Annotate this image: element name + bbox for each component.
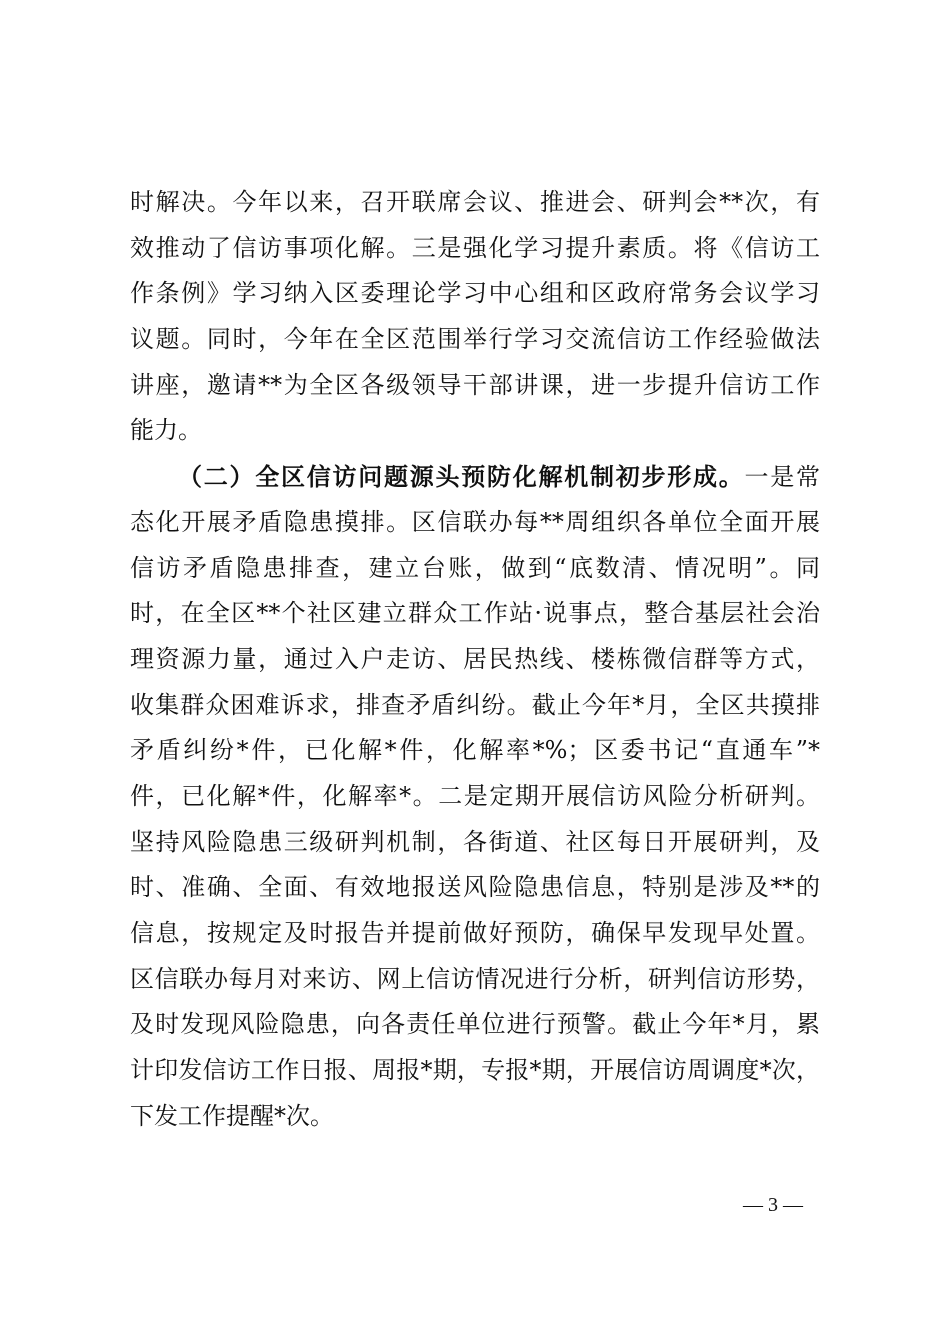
text-line: 效推动了信访事项化解。三是强化学习提升素质。将《信访工	[130, 233, 820, 262]
text-line: 作条例》学习纳入区委理论学习中心组和区政府常务会议学习	[130, 279, 820, 308]
text-line: 时解决。今年以来，召开联席会议、推进会、研判会**次，有	[130, 188, 820, 216]
text-line: 信息，按规定及时报告并提前做好预防，确保早发现早处置。	[130, 919, 820, 947]
text-line	[130, 454, 820, 500]
text-line: 矛盾纠纷*件，已化解*件，化解率*%；区委书记“直通车”*	[130, 736, 820, 765]
text-line: 能力。	[130, 416, 202, 445]
text-line: 区信联办每月对来访、网上信访情况进行分析，研判信访形势，	[130, 964, 820, 993]
text-line: 件，已化解*件，化解率*。二是定期开展信访风险分析研判。	[130, 781, 820, 810]
text-line: 坚持风险隐患三级研判机制，各街道、社区每日开展研判，及	[130, 827, 820, 856]
text-line: 计印发信访工作日报、周报*期，专报*期，开展信访周调度*次，	[130, 1056, 820, 1085]
text-line: 理资源力量，通过入户走访、居民热线、楼栋微信群等方式，	[130, 644, 820, 673]
text-line: 时，在全区**个社区建立群众工作站·说事点，整合基层社会治	[130, 599, 820, 628]
text-line: 态化开展矛盾隐患摸排。区信联办每**周组织各单位全面开展	[130, 507, 820, 536]
text-line: 议题。同时，今年在全区范围举行学习交流信访工作经验做法	[130, 325, 820, 354]
text-line: 信访矛盾隐患排查，建立台账，做到“底数清、情况明”。同	[130, 553, 820, 582]
paragraph-2	[130, 454, 820, 1139]
text-line: 收集群众困难诉求，排查矛盾纠纷。截止今年*月，全区共摸排	[130, 690, 820, 719]
text-line: 时、准确、全面、有效地报送风险隐患信息，特别是涉及**的	[130, 873, 820, 902]
section-heading: （二）全区信访问题源头预防化解机制初步形成。	[178, 462, 745, 492]
text-line: 下发工作提醒*次。	[130, 1101, 334, 1130]
page-number: — 3 —	[743, 1194, 803, 1216]
paragraph-1	[130, 180, 820, 454]
document-body	[130, 180, 820, 1139]
text-line: 讲座，邀请**为全区各级领导干部讲课，进一步提升信访工作	[130, 370, 820, 399]
text-line: 及时发现风险隐患，向各责任单位进行预警。截止今年*月，累	[130, 1010, 820, 1039]
heading-line-rest: 一是常	[744, 463, 820, 492]
